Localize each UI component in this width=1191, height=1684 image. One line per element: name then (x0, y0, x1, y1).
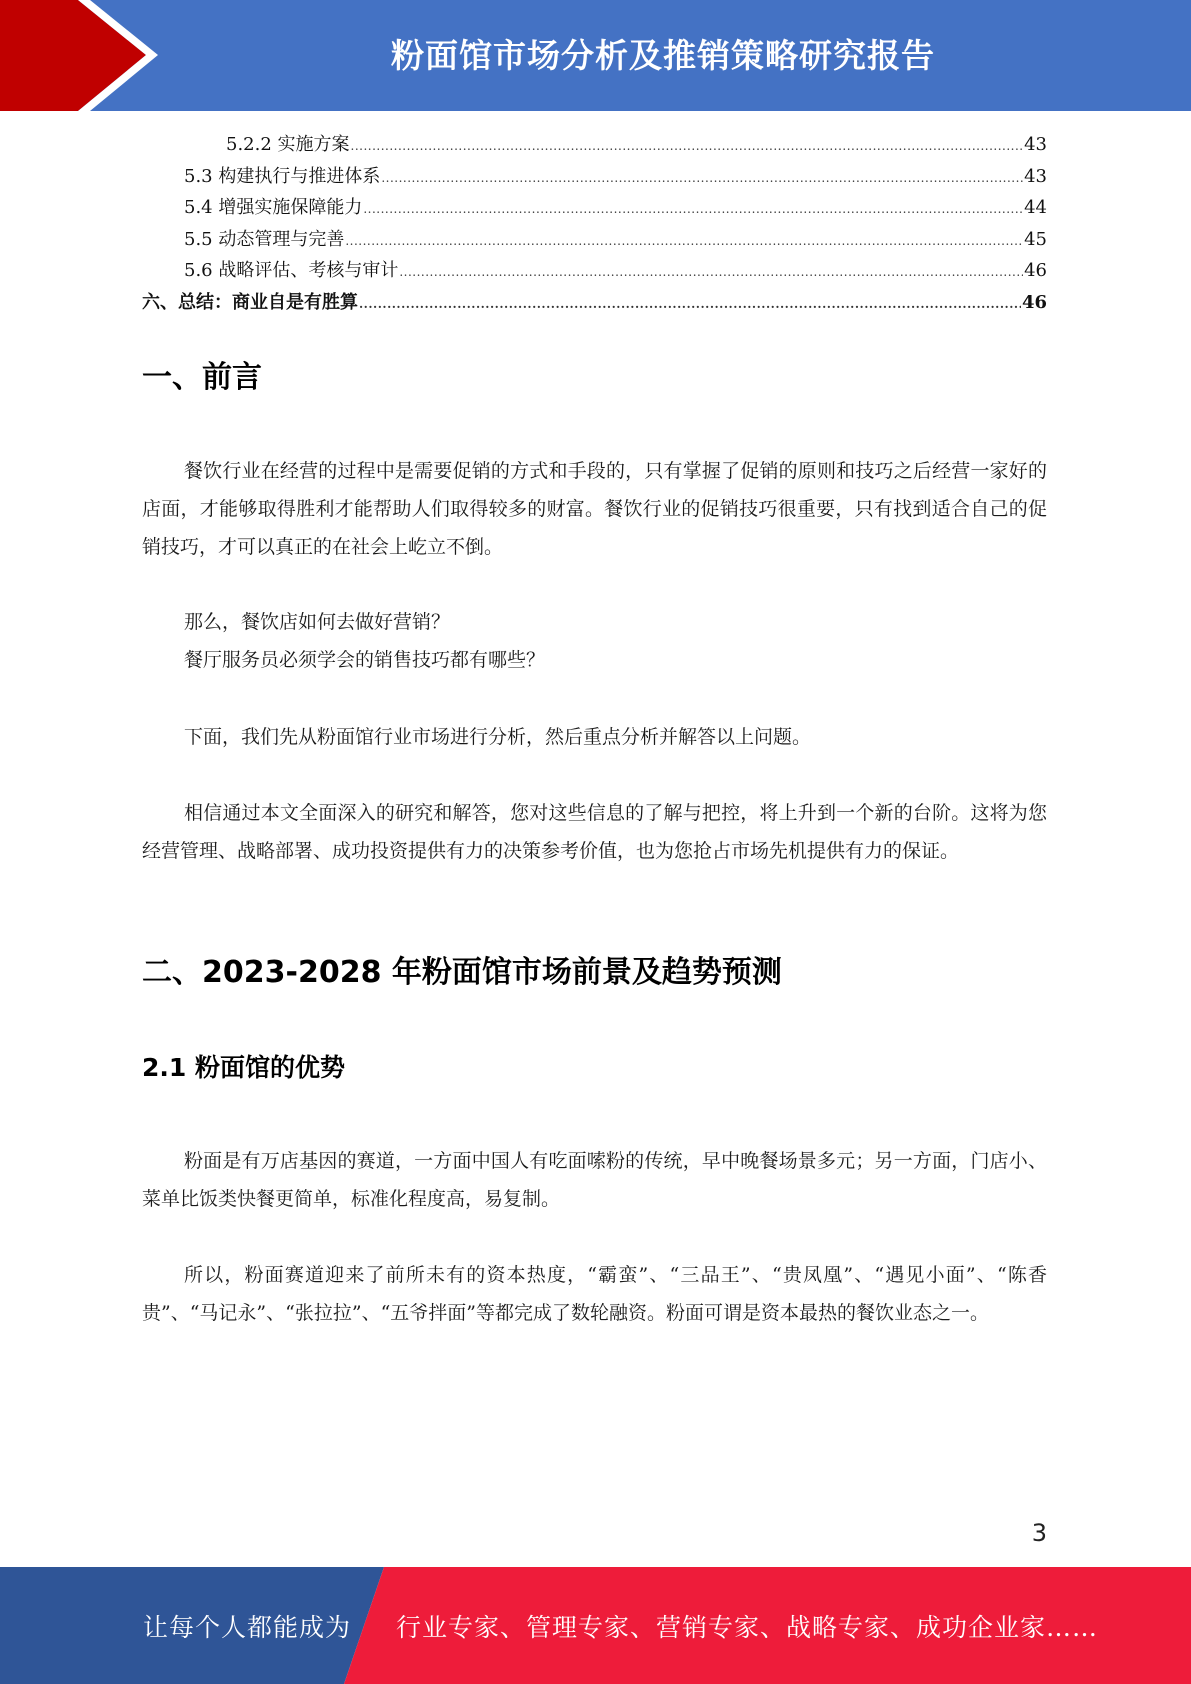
toc-entry[interactable] (142, 192, 1047, 224)
toc-entry-label: 5.4 增强实施保障能力 (184, 197, 363, 218)
toc-entry-page: 46 (1021, 291, 1047, 313)
toc-entry[interactable] (142, 224, 1047, 256)
advantages-paragraph-1: 粉面是有万店基因的赛道，一方面中国人有吃面嗦粉的传统，早中晚餐场景多元；另一方面，门店小、菜单比饭类快餐更简单，标准化程度高，易复制。 (142, 1150, 1047, 1210)
toc-entry-page: 43 (1024, 134, 1047, 155)
toc-entry-page: 46 (1024, 260, 1047, 281)
page-header (0, 0, 1191, 111)
toc-dot-leader (363, 194, 1023, 226)
section-heading-forecast: 二、2023-2028 年粉面馆市场前景及趋势预测 (142, 955, 782, 990)
subsection-heading-advantages: 2.1 粉面馆的优势 (142, 1053, 345, 1082)
toc-entry-label: 5.6 战略评估、考核与审计 (184, 260, 399, 281)
page-number: 3 (1031, 1519, 1047, 1547)
footer-slogan-right: 行业专家、管理专家、营销专家、战略专家、成功企业家…… (396, 1612, 1099, 1642)
toc-entry-label: 5.5 动态管理与完善 (184, 228, 345, 250)
toc-dot-leader (359, 289, 1021, 321)
advantages-paragraph-2: 所以，粉面赛道迎来了前所未有的资本热度，“霸蛮”、“三品王”、“贵凤凰”、“遇见小面”、“陈香贵”、“马记永”、“张拉拉”、“五爷拌面”等都完成了数轮融资。粉面可谓是资本最热的餐饮业态之一。 (142, 1264, 1047, 1324)
preface-question-1: 那么，餐饮店如何去做好营销？ (184, 611, 451, 633)
toc-entry[interactable] (142, 129, 1047, 161)
toc-entry[interactable] (142, 255, 1047, 287)
preface-paragraph-3: 相信通过本文全面深入的研究和解答，您对这些信息的了解与把控，将上升到一个新的台阶。这将为您经营管理、战略部署、成功投资提供有力的决策参考价值，也为您抢占市场先机提供有力的保证。 (142, 802, 1047, 862)
preface-paragraph-1: 餐饮行业在经营的过程中是需要促销的方式和手段的，只有掌握了促销的原则和技巧之后经营一家好的店面，才能够取得胜利才能帮助人们取得较多的财富。餐饮行业的促销技巧很重要，只有找到适合自己的促销技巧，才可以真正的在社会上屹立不倒。 (142, 460, 1047, 558)
section-heading-preface: 一、前言 (142, 360, 262, 395)
toc-entry[interactable] (142, 161, 1047, 193)
toc-entry-page: 44 (1024, 197, 1047, 218)
toc-entry-label: 六、总结：商业自是有胜算 (142, 291, 358, 313)
toc-entry-page: 43 (1024, 165, 1047, 187)
document-title: 粉面馆市场分析及推销策略研究报告 (391, 35, 935, 75)
toc-dot-leader (345, 226, 1023, 258)
toc-dot-leader (351, 131, 1024, 163)
toc-dot-leader (381, 163, 1023, 195)
page-footer (0, 1567, 1191, 1684)
toc-entry-label: 5.2.2 实施方案 (226, 134, 350, 155)
toc-dot-leader (399, 257, 1023, 289)
preface-question-2: 餐厅服务员必须学会的销售技巧都有哪些？ (184, 649, 546, 671)
preface-paragraph-2: 下面，我们先从粉面馆行业市场进行分析，然后重点分析并解答以上问题。 (184, 726, 812, 748)
toc-entry-label: 5.3 构建执行与推进体系 (184, 165, 381, 187)
toc-entry[interactable] (142, 287, 1047, 319)
table-of-contents (142, 129, 1047, 318)
toc-entry-page: 45 (1024, 228, 1047, 250)
footer-slogan-left: 让每个人都能成为 (143, 1612, 352, 1642)
